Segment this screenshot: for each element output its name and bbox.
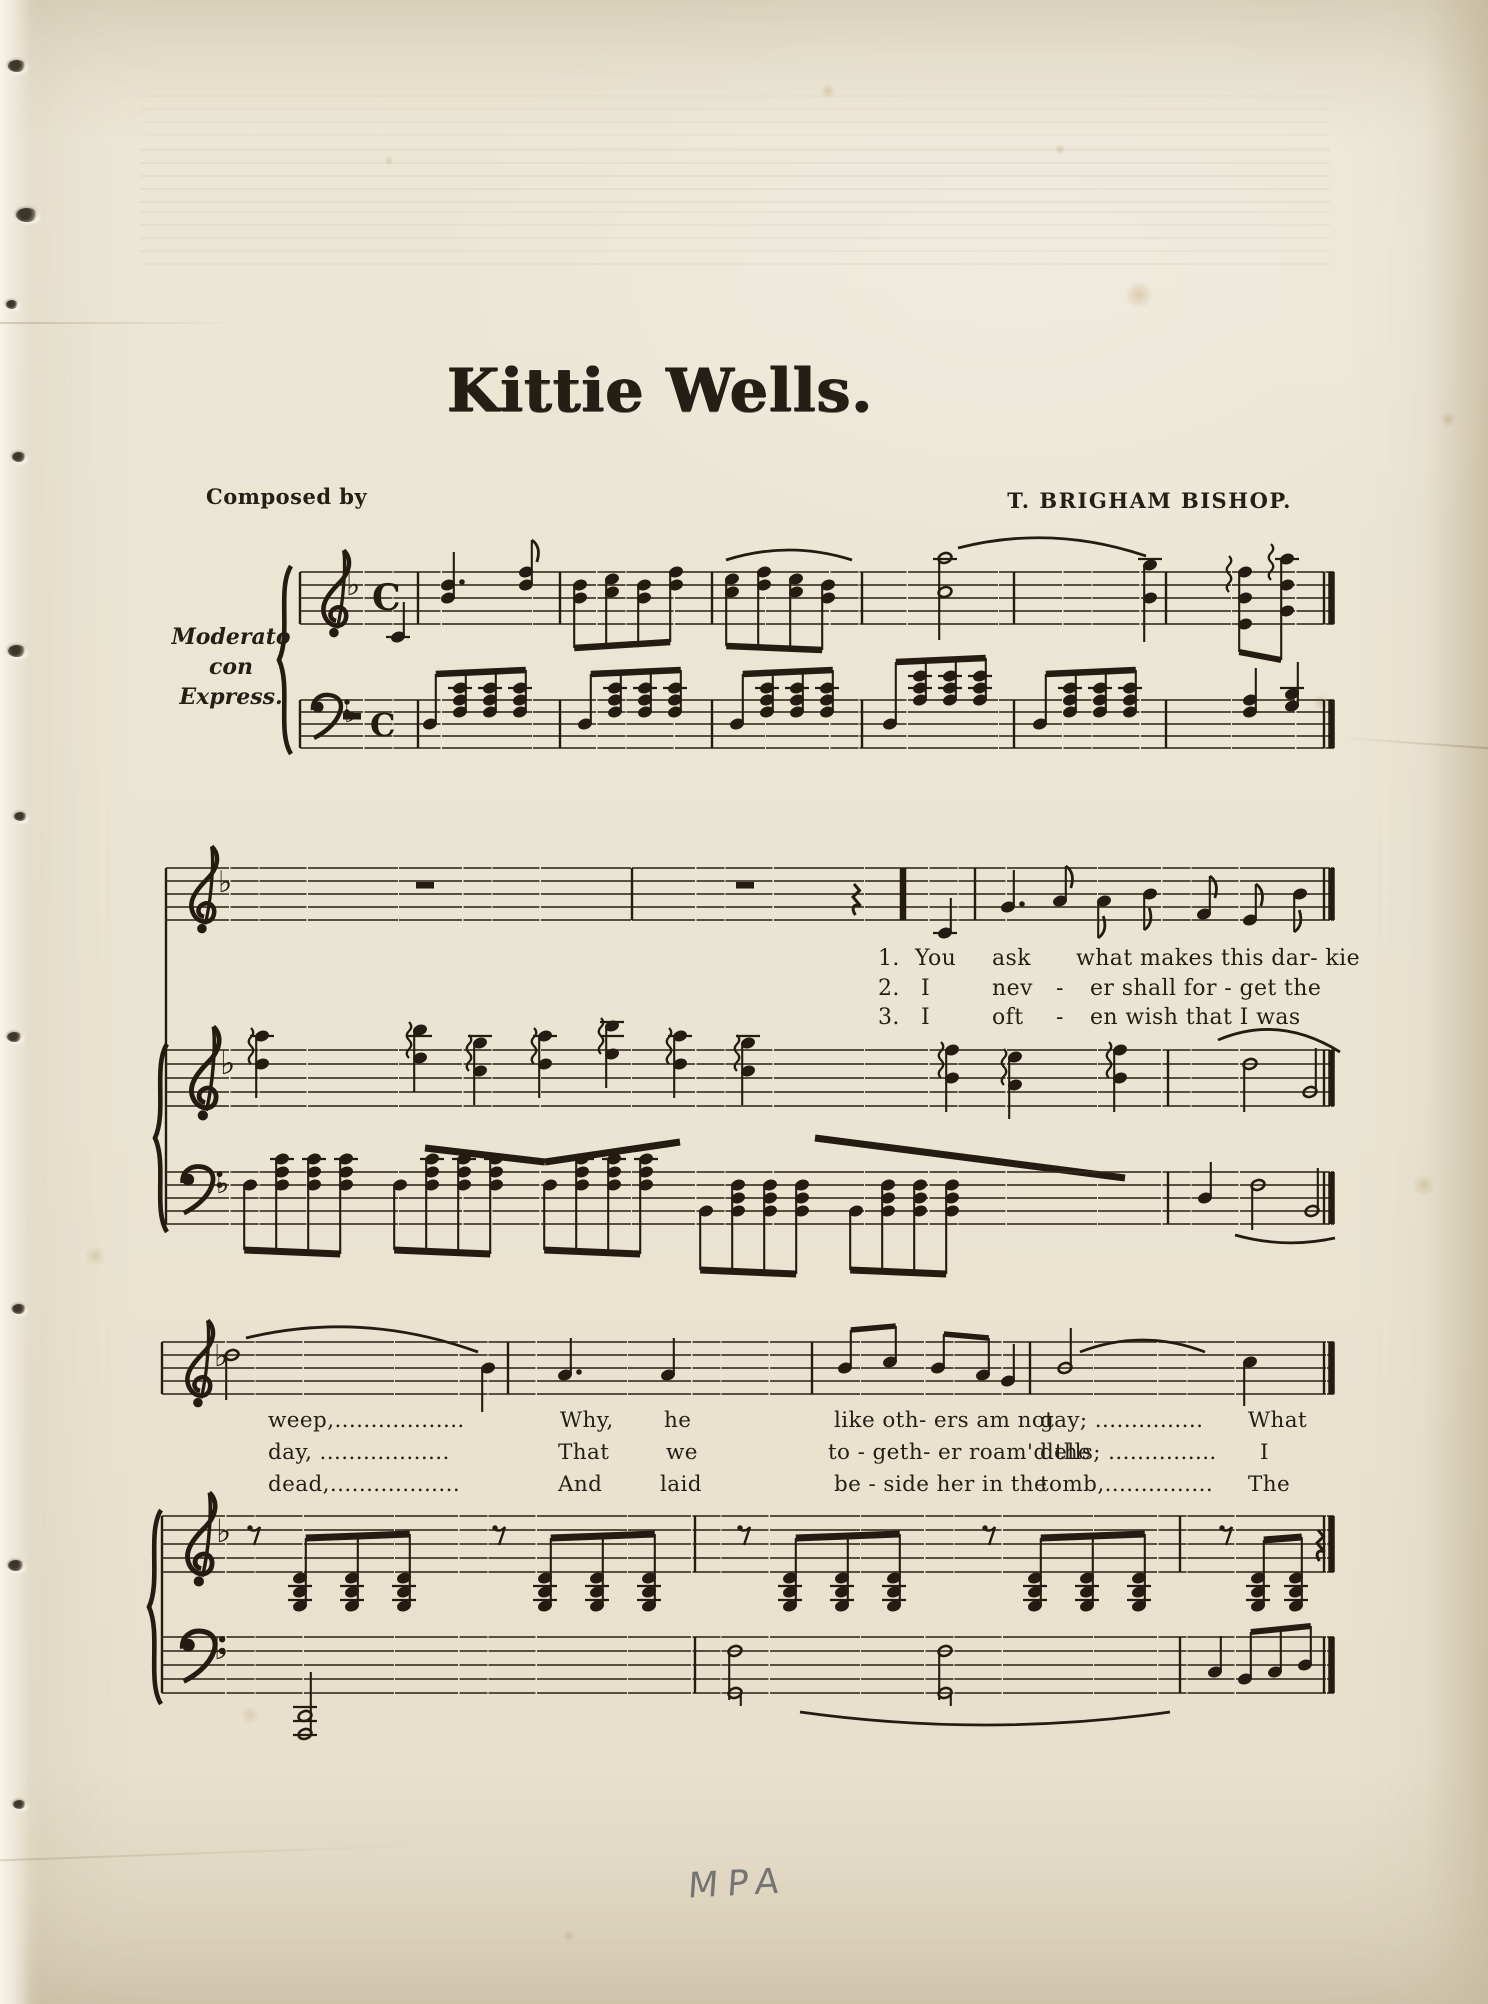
system-3-chorus bbox=[149, 1320, 1334, 1740]
lyric-syllable: en wish that I was bbox=[1090, 1005, 1301, 1030]
lyric-syllable: be - side her in the bbox=[834, 1472, 1048, 1497]
lyric-syllable: And bbox=[558, 1472, 603, 1497]
lyric-syllable: 1. bbox=[878, 946, 900, 971]
system-1-piano-intro bbox=[279, 538, 1334, 754]
page-title: Kittie Wells. bbox=[446, 356, 874, 426]
flat-key-signature: ♭ bbox=[216, 1512, 232, 1550]
lyric-syllable: What bbox=[1248, 1408, 1308, 1433]
flat-key-signature: ♭ bbox=[214, 1339, 229, 1374]
pencil-mark: MPA bbox=[686, 1861, 790, 1907]
lyric-syllable: dead,.................. bbox=[268, 1472, 461, 1497]
lyric-syllable: he bbox=[664, 1408, 692, 1433]
system-2-verse bbox=[155, 846, 1340, 1274]
lyric-syllable: I bbox=[921, 1005, 931, 1030]
lyric-syllable: tomb,............... bbox=[1040, 1472, 1214, 1497]
tempo-line-3: Express. bbox=[179, 684, 283, 710]
lyric-syllable: day, .................. bbox=[268, 1440, 450, 1465]
time-signature-common: C bbox=[372, 577, 401, 619]
lyric-syllable: 2. bbox=[878, 976, 900, 1001]
lyric-syllable: You bbox=[915, 946, 957, 971]
lyric-syllable: oft bbox=[992, 1005, 1024, 1030]
lyric-syllable: dells; ............... bbox=[1040, 1440, 1217, 1465]
lyric-syllable: Why, bbox=[560, 1408, 614, 1433]
system-brace bbox=[149, 1510, 161, 1704]
tempo-line-2: con bbox=[208, 654, 254, 680]
lyric-syllable: ask bbox=[992, 946, 1031, 971]
flat-key-signature: ♭ bbox=[214, 1632, 229, 1667]
lyric-syllable: nev bbox=[992, 976, 1033, 1001]
composer-name: T. BRIGHAM BISHOP. bbox=[1007, 488, 1292, 513]
lyric-syllable: what makes this dar- kie bbox=[1076, 946, 1361, 971]
time-signature-common: C bbox=[370, 706, 396, 744]
flat-key-signature: ♭ bbox=[218, 865, 233, 900]
tempo-line-1: Moderato bbox=[171, 624, 291, 650]
lyric-syllable: to - geth- er roam'd the bbox=[828, 1440, 1092, 1465]
lyric-syllable: like oth- ers am not bbox=[834, 1408, 1055, 1433]
flat-key-signature: ♭ bbox=[346, 568, 361, 603]
lyric-syllable: - bbox=[1056, 976, 1064, 1001]
showthrough-lines bbox=[140, 96, 1330, 264]
lyric-syllable: I bbox=[921, 976, 931, 1001]
lyric-syllable: I bbox=[1260, 1440, 1269, 1465]
lyric-syllable: weep,.................. bbox=[268, 1408, 465, 1433]
composed-by-label: Composed by bbox=[206, 484, 368, 509]
flat-key-signature: ♭ bbox=[220, 1044, 236, 1082]
lyric-syllable: we bbox=[666, 1440, 698, 1465]
system-brace bbox=[279, 566, 291, 754]
lyric-syllable: gay; ............... bbox=[1040, 1408, 1204, 1433]
lyric-syllable: That bbox=[558, 1440, 610, 1465]
lyric-syllable: 3. bbox=[878, 1005, 900, 1030]
lyric-syllable: The bbox=[1248, 1472, 1291, 1497]
flat-key-signature: ♭ bbox=[216, 1167, 230, 1200]
lyric-syllable: er shall for - get the bbox=[1090, 976, 1322, 1001]
lyric-syllable: - bbox=[1056, 1005, 1064, 1030]
lyric-syllable: laid bbox=[660, 1472, 702, 1497]
